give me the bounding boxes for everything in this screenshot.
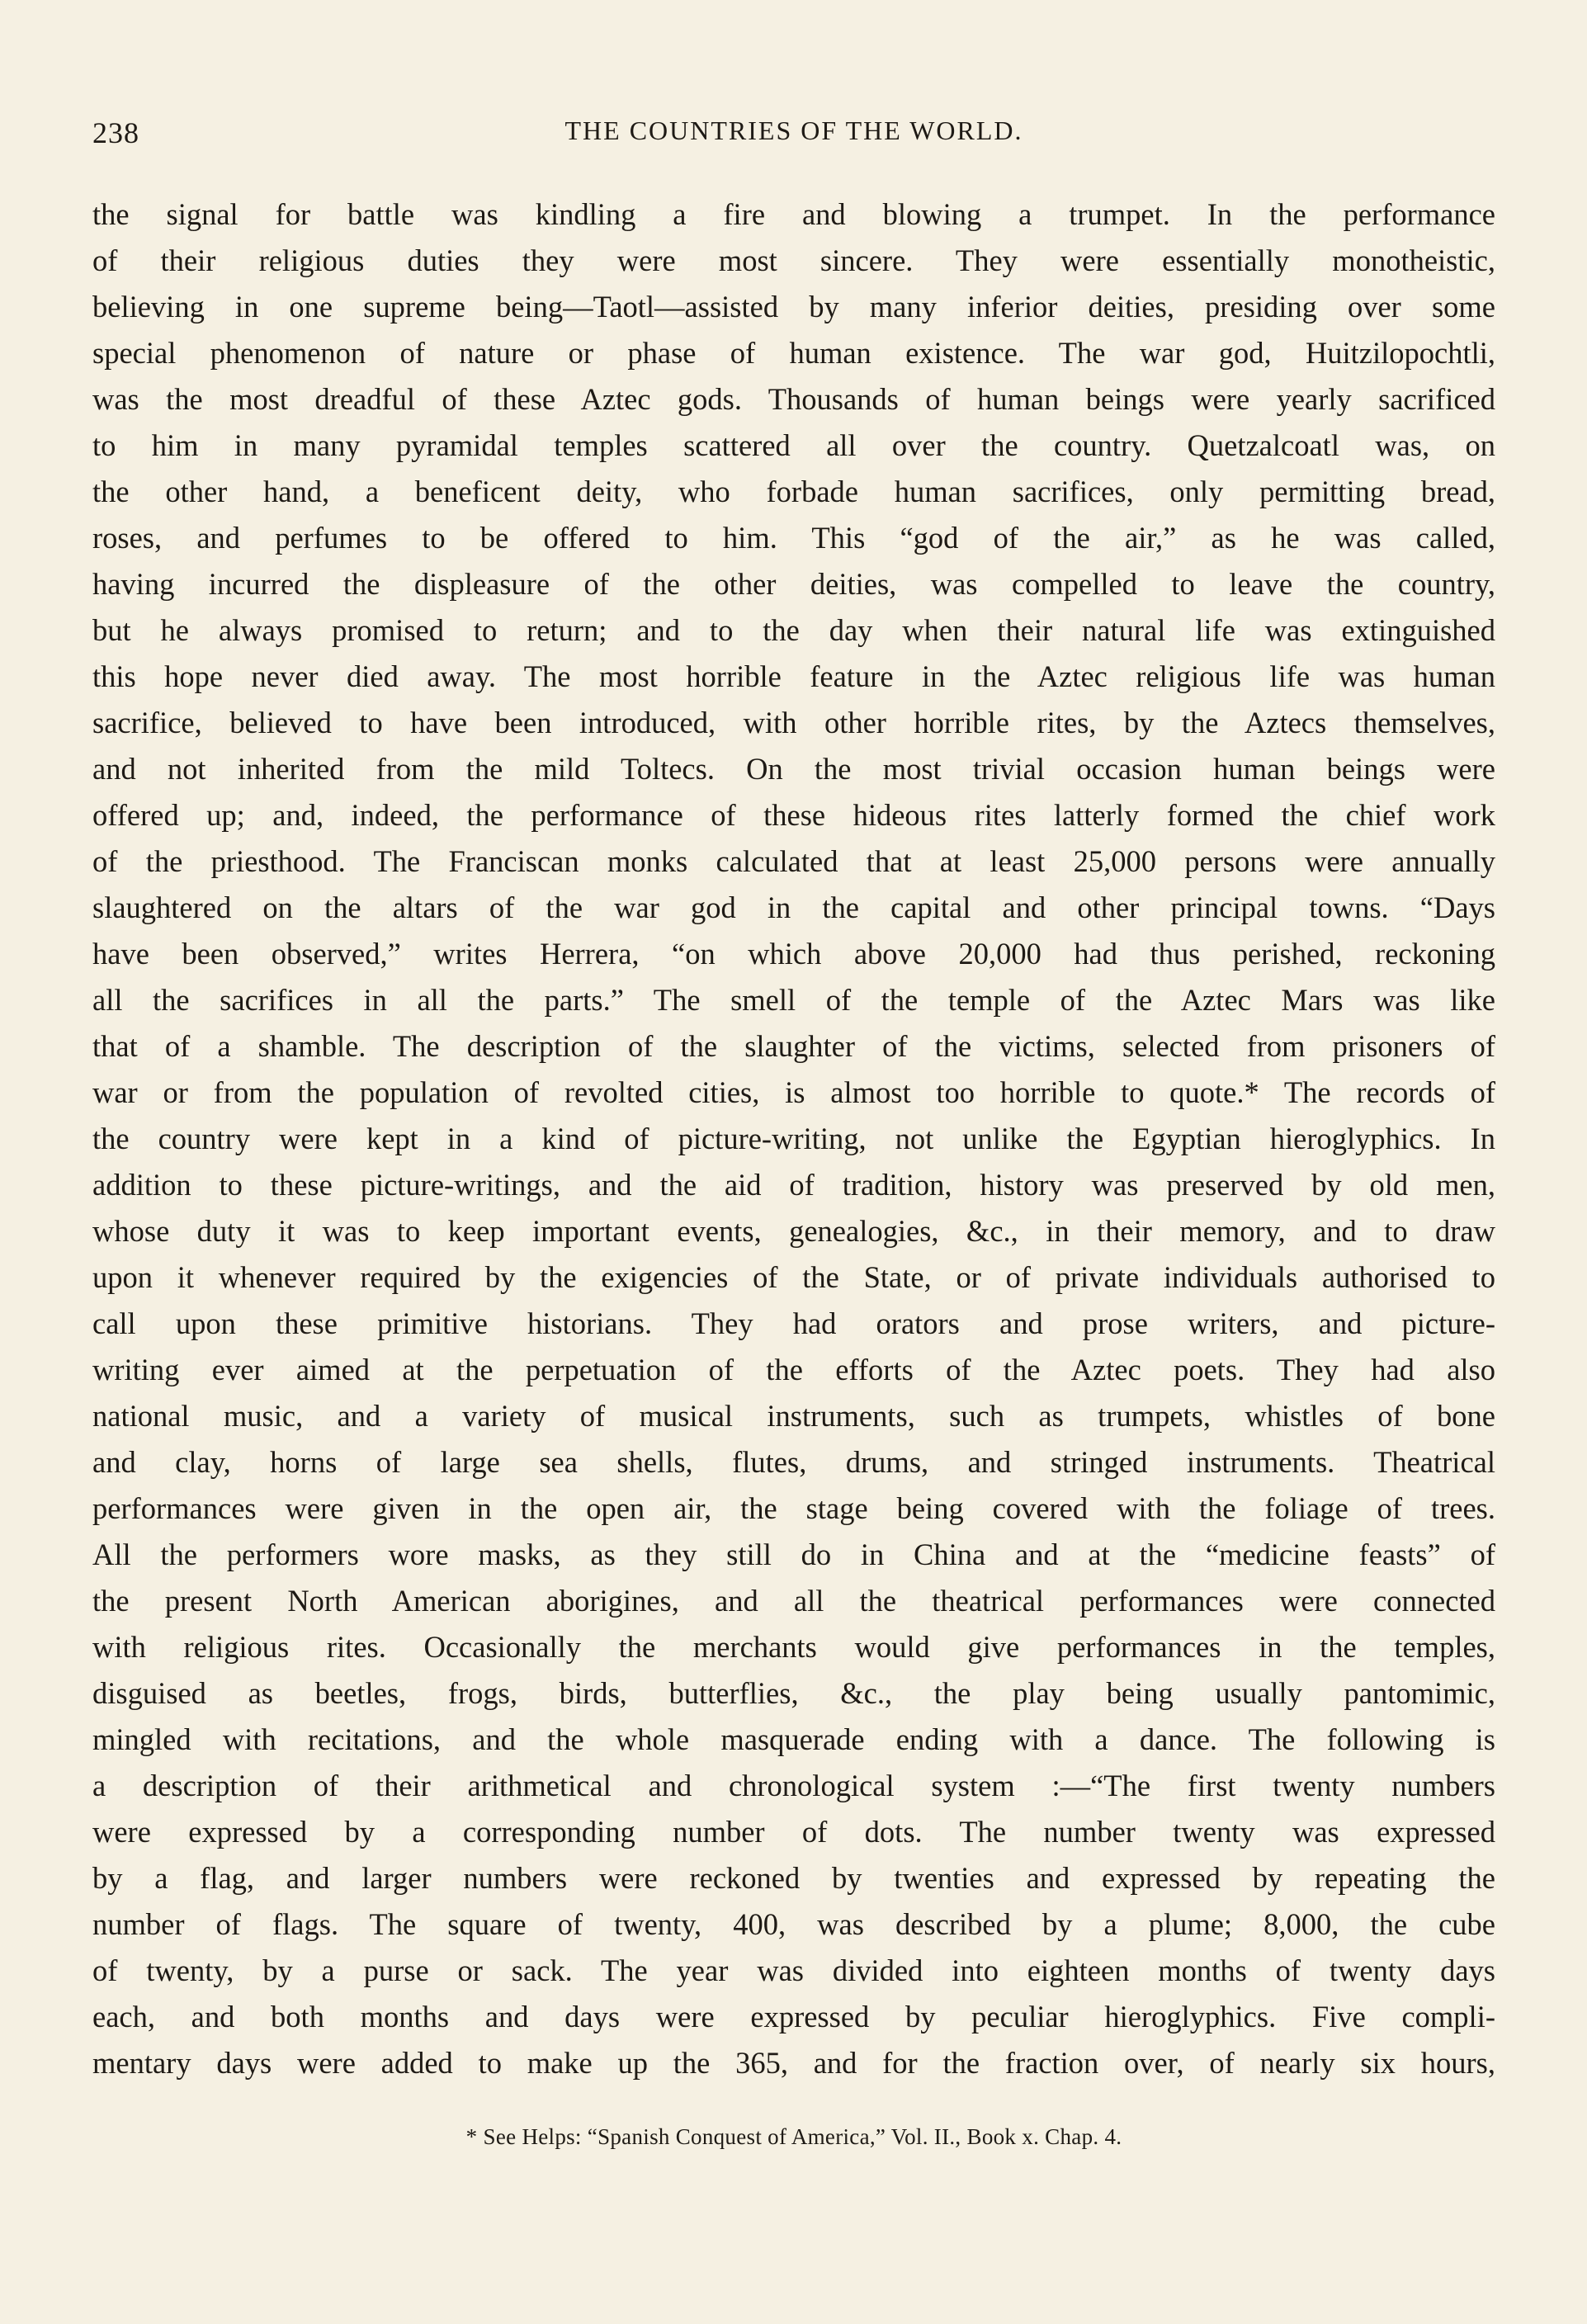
text-line: the other hand, a beneficent deity, who forbade human sacrifices, only permitting bread, — [92, 475, 1495, 508]
text-line: the present North American aborigines, and all the theatrical performances were connected — [92, 1584, 1495, 1618]
text-line: All the performers wore masks, as they still do in China and at the “medicine feasts” of — [92, 1538, 1495, 1571]
text-line: and not inherited from the mild Toltecs. On the most trivial occasion human beings were — [92, 752, 1495, 786]
text-line: having incurred the displeasure of the other deities, was compelled to leave the country, — [92, 567, 1495, 601]
text-line: all the sacrifices in all the parts.” The smell of the temple of the Aztec Mars was like — [92, 983, 1495, 1017]
footnote: * See Helps: “Spanish Conquest of America,” Vol. II., Book x. Chap. 4. — [465, 2124, 1122, 2149]
text-line: a description of their arithmetical and chronological system :—“The first twenty numbers — [92, 1769, 1495, 1802]
text-line: slaughtered on the altars of the war god in the capital and other principal towns. “Days — [92, 890, 1495, 924]
text-line: special phenomenon of nature or phase of human existence. The war god, Huitzilopochtli, — [92, 336, 1495, 370]
text-line: believing in one supreme being—Taotl—assisted by many inferior deities, presiding over some — [92, 290, 1495, 324]
page-number: 238 — [92, 116, 139, 149]
text-line: mingled with recitations, and the whole masquerade ending with a dance. The following is — [92, 1722, 1495, 1756]
text-line: was the most dreadful of these Aztec gods. Thousands of human beings were yearly sacrificed — [92, 382, 1495, 416]
text-line: disguised as beetles, frogs, birds, butterflies, &c., the play being usually pantomimic, — [92, 1676, 1495, 1710]
text-line: addition to these picture-writings, and the aid of tradition, history was preserved by old men, — [92, 1168, 1495, 1202]
text-line: each, and both months and days were expressed by peculiar hieroglyphics. Five compli- — [92, 2000, 1495, 2034]
text-line: of twenty, by a purse or sack. The year was divided into eighteen months of twenty days — [92, 1953, 1495, 1987]
text-line: whose duty it was to keep important events, genealogies, &c., in their memory, and to draw — [92, 1214, 1495, 1248]
body-text — [92, 191, 1495, 2086]
text-line: writing ever aimed at the perpetuation of the efforts of the Aztec poets. They had also — [92, 1353, 1495, 1386]
text-line: roses, and perfumes to be offered to him. This “god of the air,” as he was called, — [92, 521, 1495, 555]
text-line: upon it whenever required by the exigencies of the State, or of private individuals authorised to — [92, 1260, 1495, 1294]
text-line: mentary days were added to make up the 365, and for the fraction over, of nearly six hours, — [92, 2046, 1495, 2080]
text-line: number of flags. The square of twenty, 400, was described by a plume; 8,000, the cube — [92, 1907, 1495, 1941]
text-line: with religious rites. Occasionally the merchants would give performances in the temples, — [92, 1630, 1495, 1664]
text-line: and clay, horns of large sea shells, flutes, drums, and stringed instruments. Theatrical — [92, 1445, 1495, 1479]
text-line: the signal for battle was kindling a fire and blowing a trumpet. In the performance — [92, 197, 1495, 231]
text-line: sacrifice, believed to have been introduced, with other horrible rites, by the Aztecs themselves, — [92, 706, 1495, 739]
running-head — [92, 116, 1495, 152]
text-line: national music, and a variety of musical instruments, such as trumpets, whistles of bone — [92, 1399, 1495, 1433]
text-line: war or from the population of revolted cities, is almost too horrible to quote.* The records of — [92, 1075, 1495, 1109]
text-line: to him in many pyramidal temples scattered all over the country. Quetzalcoatl was, on — [92, 428, 1495, 462]
text-line: have been observed,” writes Herrera, “on which above 20,000 had thus perished, reckoning — [92, 937, 1495, 971]
text-line: of their religious duties they were most sincere. They were essentially monotheistic, — [92, 243, 1495, 277]
text-line: of the priesthood. The Franciscan monks calculated that at least 25,000 persons were annually — [92, 844, 1495, 878]
text-line: offered up; and, indeed, the performance of these hideous rites latterly formed the chief work — [92, 798, 1495, 832]
text-line: by a flag, and larger numbers were reckoned by twenties and expressed by repeating the — [92, 1861, 1495, 1895]
text-line: call upon these primitive historians. They had orators and prose writers, and picture- — [92, 1306, 1495, 1340]
running-title: THE COUNTRIES OF THE WORLD. — [564, 116, 1023, 145]
text-line: were expressed by a corresponding number of dots. The number twenty was expressed — [92, 1815, 1495, 1849]
text-line: but he always promised to return; and to the day when their natural life was extinguished — [92, 613, 1495, 647]
text-line: the country were kept in a kind of picture-writing, not unlike the Egyptian hieroglyphics. In — [92, 1122, 1495, 1155]
text-line: this hope never died away. The most horrible feature in the Aztec religious life was human — [92, 659, 1495, 693]
text-line: performances were given in the open air, the stage being covered with the foliage of trees. — [92, 1491, 1495, 1525]
text-line: that of a shamble. The description of the slaughter of the victims, selected from prisoners of — [92, 1029, 1495, 1063]
